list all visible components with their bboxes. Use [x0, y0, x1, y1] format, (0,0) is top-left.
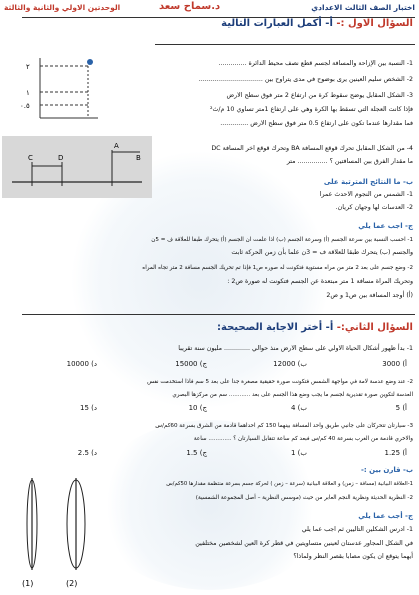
q2-b-line-1: 1-العلاقة البيانية (مسافة – زمن) و العلاقة البيانية (سرعة – زمن ) لحركة جسم بسرعة منتظمة مقدارها 50كم/س: [166, 481, 413, 487]
q1-c-line-2: والجسم (ب) يتحرك طبقا للعلاقة ف = 3ن علما بأن زمن الحركة ثابت: [231, 249, 413, 256]
option[interactable]: أ) 5: [395, 404, 407, 412]
drop-figure: [18, 48, 108, 128]
q2-title: [217, 322, 413, 333]
q1-c-title: ج- اجب عما يلي: [358, 222, 413, 230]
q2-c-line-2: في الشكل المجاور عدستان لعينين متساويتين في قطر كرة العين لشخصين مختلفين: [195, 540, 413, 547]
q1-line-4: فإذا كانت العجلة التي تسقط بها الكرة وهي على ارتفاع 1متر تساوي 10 م/ث²: [209, 106, 413, 113]
point-label: C: [28, 154, 33, 162]
q2-title-red: السؤال الثاني:-: [336, 322, 413, 333]
q2-item-2: 2- عند وضع عدسة لامة في مواجهة الشمس فتكونت صورة حقيقية مصغرة جدا على بعد 5 سم فاذا استخدمت نفس: [147, 379, 413, 385]
q2-c-title: ج- أجب عما يلي: [358, 512, 413, 520]
q2-item-1: 1- بدأ ظهور أشكال الحياة الاولي على سطح الارض منذ حوالي ............. مليون سنة تقريبا: [178, 345, 413, 352]
q1-c-line-4: وتحريك المراة مسافة 1 متر مبتعدة عن الجسم فتكونت له صورة ص2 :: [227, 278, 413, 285]
q1-line-3: 3- الشكل المقابل يوضح سقوط كرة من ارتفاع 2 متر فوق سطح الارض: [226, 92, 413, 99]
q1-title: [221, 18, 413, 29]
q2-b-title: ب- قارن بين :-: [361, 466, 413, 474]
q2-b-line-2: 2- النظرية الحديثة ونظرية النجم العابر من حيث (موسس النظرية – أصل المجموعة الشمسية): [195, 495, 413, 501]
snail-figure: [2, 136, 152, 198]
header-right: اختبار الصف الثالث الاعدادي: [311, 3, 415, 12]
point-label: A: [114, 142, 119, 150]
option[interactable]: أ) 3000: [382, 360, 407, 368]
q2-c-line-3: أيهما يتوقع ان يكون مصابا بقصر النظر ولماذا؟: [293, 553, 413, 560]
q1-b-line-2: 2- العدسات لها وجهان كريان.: [335, 204, 413, 211]
q1-b-line-1: 1- الشمس من النجوم الاحدث عمرا: [319, 191, 413, 198]
option[interactable]: ب) 12000: [273, 360, 307, 368]
ruler-tick: ٠.٥: [20, 102, 30, 110]
section-divider: [22, 314, 415, 315]
q1-line-1: 1- النسبة بين الإزاحة والمسافة لجسم قطع نصف محيط الدائرة ..............: [218, 60, 413, 67]
option[interactable]: ج) 10: [188, 404, 207, 412]
ruler-tick: ١: [26, 89, 30, 97]
q1-title-blue: أ- أكمل العبارات التالية: [221, 18, 333, 29]
q1-divider: [155, 44, 415, 45]
option[interactable]: د) 2.5: [77, 449, 97, 457]
header-left: الوحدتين الاولي والثانية والثالثة: [4, 3, 121, 12]
option[interactable]: أ) 1.25: [384, 449, 407, 457]
q1-c-line-5: (أ) أوجد المسافة بين ص1 و ص2: [326, 292, 413, 299]
point-label: B: [136, 154, 141, 162]
q1-c-line-3: 2- وضع جسم على بعد 2 متر من مراه مستوية فتكونت له صوره ص1 فإذا تم تحريك الجسم مسافة 2 متر تجاه المراه: [142, 265, 413, 271]
lens-figure: [2, 470, 102, 592]
header-author: د.سماح سعد: [159, 1, 221, 12]
option[interactable]: ج) 15000: [175, 360, 207, 368]
q1-line-7: ما مقدار الفرق بين المسافتين ؟ ............... متر: [286, 158, 413, 165]
q1-title-red: السؤال الاول :-: [336, 18, 413, 29]
q1-line-2: 2- الشخص سليم العينين يرى بوضوح في مدى يتراوح بين ................................: [198, 76, 413, 83]
q1-line-6: 4- من الشكل المقابل تحرك قوقع المسافة BA وتحرك قوقع اخر المسافة DC: [211, 145, 413, 152]
ruler-tick: ٢: [26, 63, 30, 71]
q2-item-3: 3- سيارتان تتحركان على جانبي طريق واحد المسافة بينهما 150 كم احداهما قادمة من الشرق بسرعة 60كم/س: [155, 423, 413, 429]
q1-b-title: ب- ما النتائج المترتبة على: [323, 178, 413, 186]
option[interactable]: د) 15: [80, 404, 97, 412]
lens-label: (2): [66, 579, 78, 588]
option[interactable]: ب) 4: [290, 404, 307, 412]
option[interactable]: ج) 1.5: [186, 449, 207, 457]
snail-diagram: [2, 136, 152, 198]
q2-item-3-cont: والاخري قادمة من الغرب بسرعة 40 كم/س فبعد كم ساعة تتقابل السيارتان ؟ ............. ساعة: [193, 436, 413, 442]
option[interactable]: د) 10000: [66, 360, 97, 368]
header: [4, 3, 415, 17]
q2-title-blue: أ- أختر الاجابة الصحيحة:: [217, 322, 334, 333]
watermark-circle: [90, 420, 330, 590]
q1-line-5: فما مقدارها عندما تكون على ارتفاع 0.5 متر فوق سطح الارض ..............: [220, 120, 413, 127]
point-label: D: [58, 154, 64, 162]
q2-c-line-1: 1- ادرس الشكلين التاليين ثم اجب عما يلي: [301, 526, 413, 533]
q2-item-2-cont: العدسة لتكوين صورة تقديرية لجسم ما يجب وضع هذا الجسم على بعد ............ سم من مركزها البصري: [172, 392, 413, 398]
option[interactable]: ب) 1: [290, 449, 307, 457]
q1-c-line-1: 1- احسب النسبة بين سرعة الجسم (أ) وسرعة الجسم (ب) اذا علمت ان الجسم (أ) يتحرك طبقا للعلاقة ف = 5ن: [151, 237, 413, 243]
lens-label: (1): [22, 579, 34, 588]
